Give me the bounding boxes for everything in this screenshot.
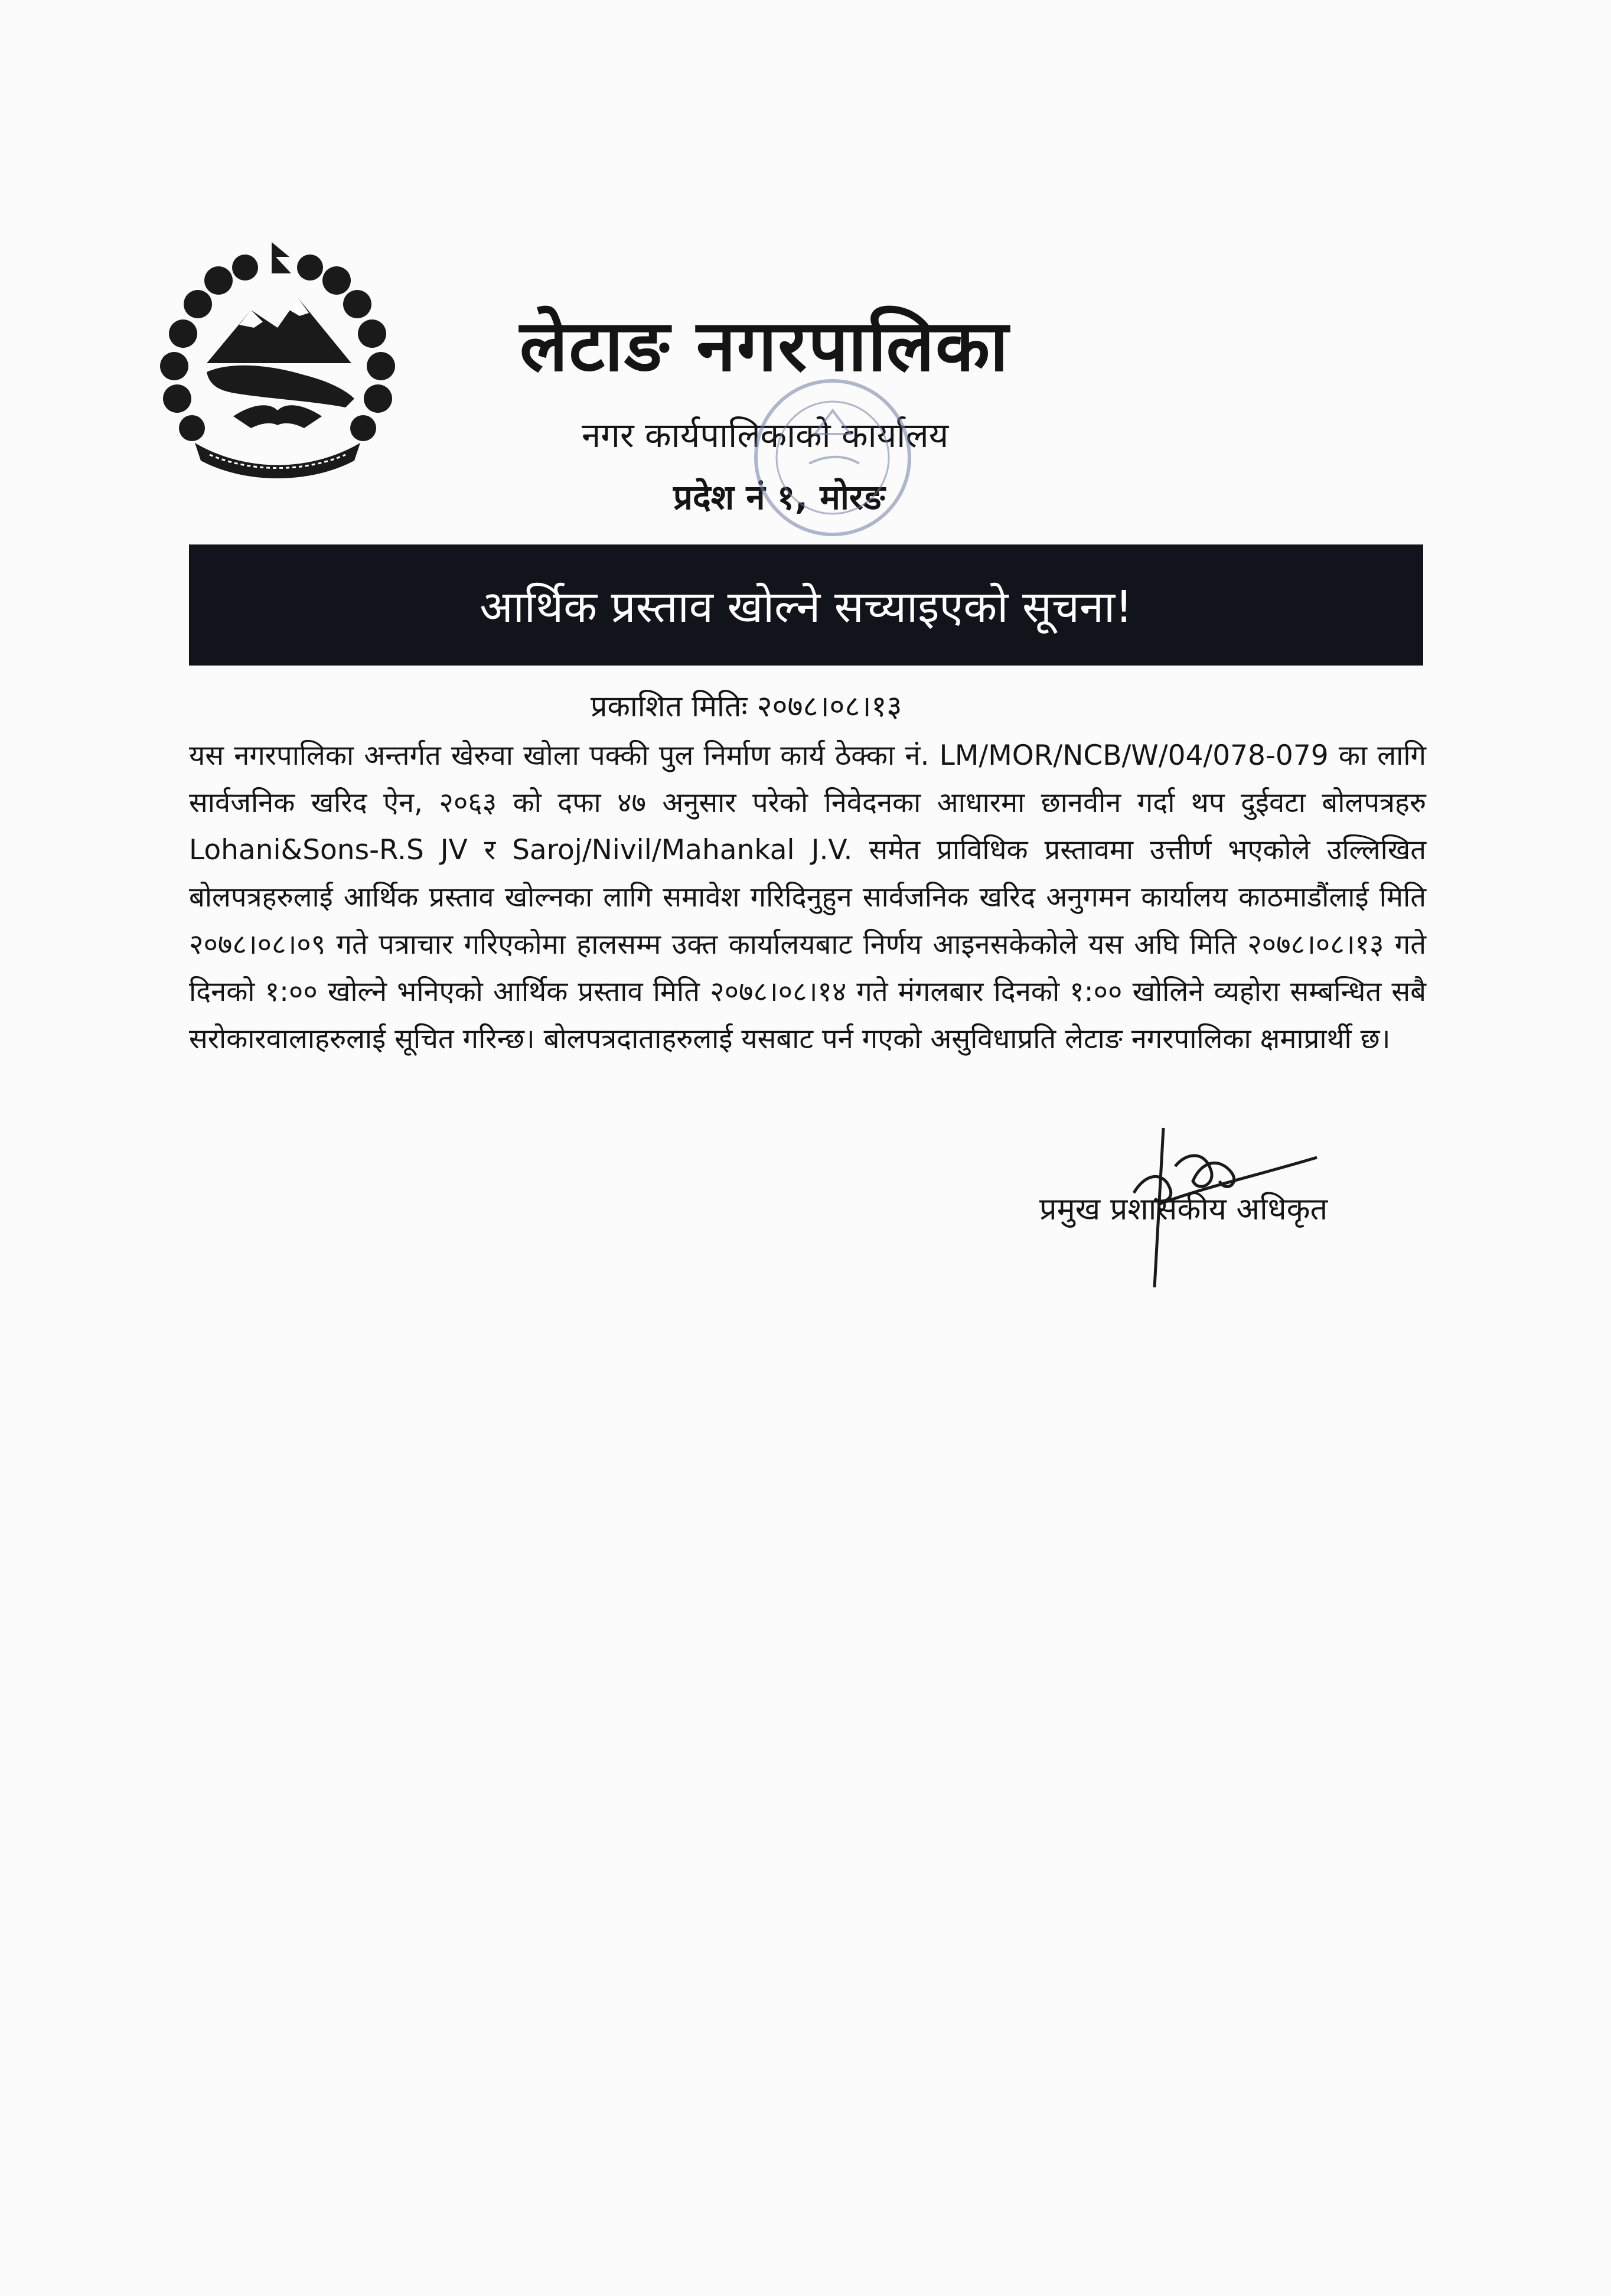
notice-title: आर्थिक प्रस्ताव खोल्ने सच्याइएको सूचना! bbox=[480, 582, 1133, 632]
notice-title-banner bbox=[189, 544, 1423, 666]
published-date-line bbox=[591, 685, 902, 725]
published-date: २०७८।०८।१३ bbox=[756, 689, 902, 723]
org-name: लेटाङ नगरपालिका bbox=[520, 305, 1010, 387]
signatory-designation: प्रमुख प्रशासकीय अधिकृत bbox=[1039, 1192, 1328, 1227]
province-name: प्रदेश नं १, मोरङ bbox=[673, 477, 885, 517]
office-name: नगर कार्यपालिकाको कार्यालय bbox=[582, 415, 949, 455]
notice-body: यस नगरपालिका अन्तर्गत खेरुवा खोला पक्की पुल निर्माण कार्य ठेक्का नं. LM/MOR/NCB/W/04/078-079 का लागि सार्वजनिक खरिद ऐन, २०६३ को दफा ४७ अनुसार परेको निवेदनका आधारमा छानवीन गर्दा थप दुईवटा बोलपत्रहरु Lohani&Sons-R.S JV र Saroj/Nivil/Mahankal J.V. समेत प्राविधिक प्रस्तावमा उत्तीर्ण भएकोले उल्लिखित बोलपत्रहरुलाई आर्थिक प्रस्ताव खोल्नका लागि समावेश गरिदिनुहुन सार्वजनिक खरिद अनुगमन कार्यालय काठमाडौंलाई मिति २०७८।०८।०९ गते पत्राचार गरिएकोमा हालसम्म उक्त कार्यालयबाट निर्णय आइनसकेकोले यस अघि मिति २०७८।०८।१३ गते दिनको १:०० खोल्ने भनिएको आर्थिक प्रस्ताव मिति २०७८।०८।१४ गते मंगलबार दिनको १:०० खोलिने व्यहोरा सम्बन्धित सबै सरोकारवालाहरुलाई सूचित गरिन्छ। बोलपत्रदाताहरुलाई यसबाट पर्न गएको असुविधाप्रति लेटाङ नगरपालिका क्षमाप्रार्थी छ। bbox=[189, 739, 1426, 1055]
office-stamp-icon bbox=[744, 369, 921, 546]
published-label: प्रकाशित मितिः bbox=[591, 689, 748, 723]
nepal-emblem-icon bbox=[151, 239, 405, 487]
